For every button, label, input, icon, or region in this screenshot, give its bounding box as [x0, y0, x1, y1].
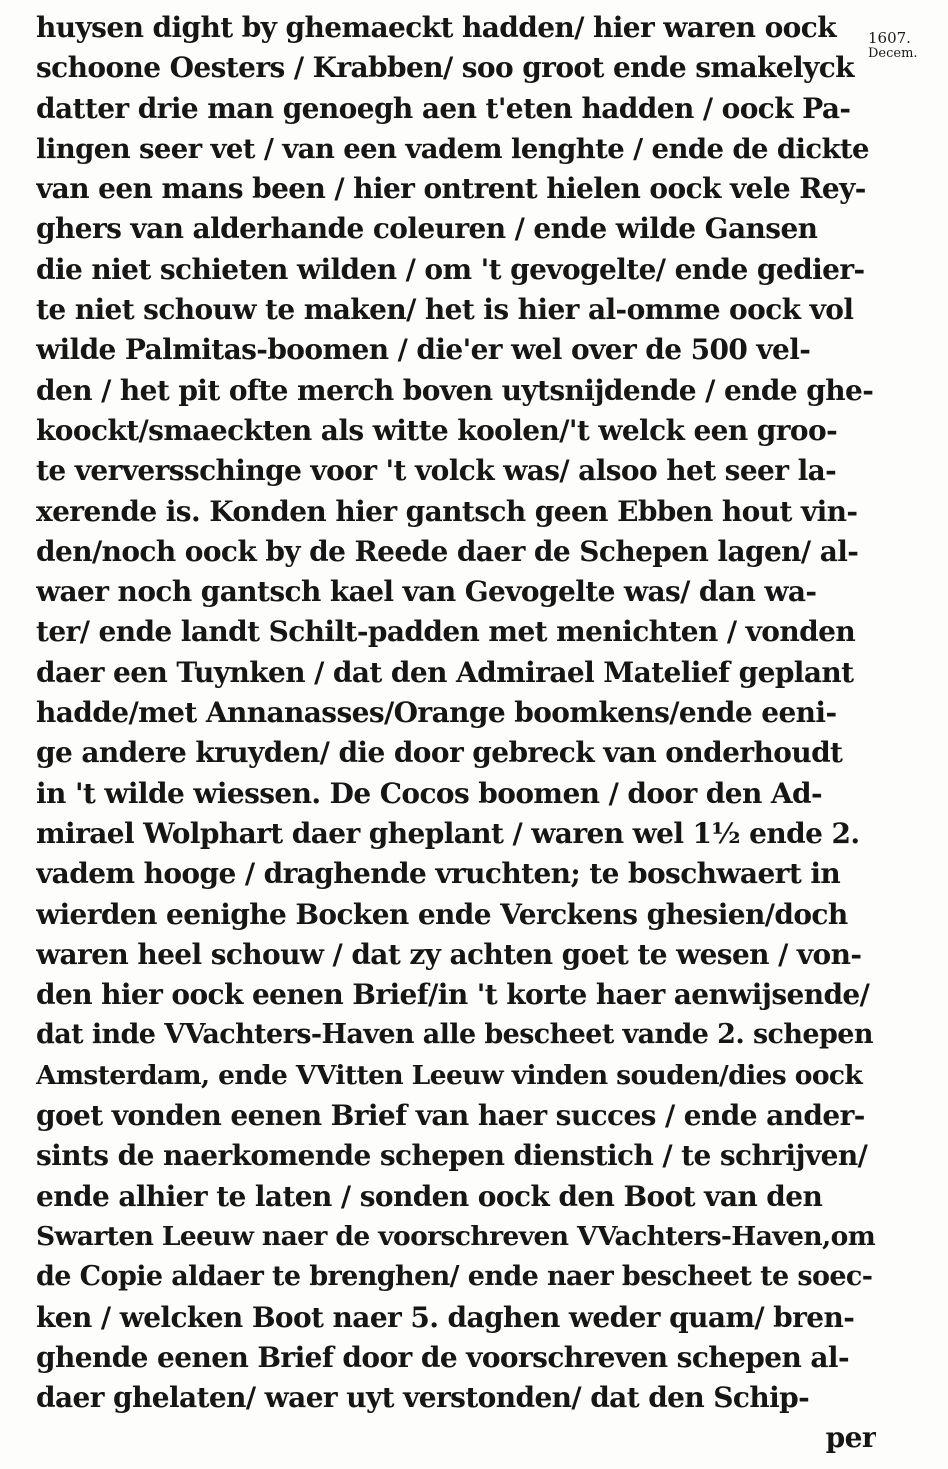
- text-line: Amsterdam, ende VVitten Leeuw vinden souden/dies oock: [36, 1059, 863, 1091]
- text-line: mirael Wolphart daer gheplant / waren wel 1½ ende 2.: [36, 816, 860, 850]
- text-line: te niet schouw te maken/ het is hier al-omme oock vol: [36, 293, 854, 327]
- body-text: [36, 8, 876, 1459]
- catchword: per: [825, 1421, 876, 1455]
- text-line: koockt/smaeckten als witte koolen/'t welck een groo-: [36, 413, 838, 447]
- text-line: sints de naerkomende schepen dienstich / te schrijven/: [36, 1139, 868, 1173]
- text-line: lingen seer vet / van een vadem lenghte / ende de dickte: [36, 132, 869, 165]
- text-line: den/noch oock by de Reede daer de Schepen lagen/ al-: [36, 534, 859, 568]
- text-line: van een mans been / hier ontrent hielen oock vele Rey-: [36, 172, 866, 206]
- text-line: datter drie man genoegh aen t'eten hadden / oock Pa-: [36, 91, 851, 125]
- text-line: Swarten Leeuw naer de voorschreven VVachters-Haven,om: [36, 1220, 876, 1252]
- text-line: te verversschinge voor 't volck was/ alsoo het seer la-: [36, 454, 837, 488]
- margin-note: [868, 30, 946, 61]
- text-line: ghende eenen Brief door de voorschreven schepen al-: [36, 1340, 849, 1374]
- text-line: xerende is. Konden hier gantsch geen Ebben hout vin-: [36, 494, 858, 528]
- text-line: de Copie aldaer te brenghen/ ende naer bescheet te soec-: [36, 1261, 873, 1293]
- text-line: goet vonden eenen Brief van haer succes / ende ander-: [36, 1099, 865, 1133]
- text-line: ter/ ende landt Schilt-padden met menichten / vonden: [36, 615, 856, 649]
- text-line: wierden eenighe Bocken ende Verckens ghesien/doch: [36, 897, 848, 931]
- text-line: ge andere kruyden/ die door gebreck van onderhoudt: [36, 736, 843, 770]
- text-line: daer ghelaten/ waer uyt verstonden/ dat den Schip-: [36, 1381, 810, 1415]
- text-line: huysen dight by ghemaeckt hadden/ hier waren oock: [36, 11, 836, 44]
- text-line: ghers van alderhande coleuren / ende wilde Gansen: [36, 212, 818, 246]
- text-line: die niet schieten wilden / om 't gevogelte/ ende gedier-: [36, 252, 865, 286]
- text-line: ken / welcken Boot naer 5. daghen weder quam/ bren-: [36, 1300, 855, 1334]
- text-line: den / het pit ofte merch boven uytsnijdende / ende ghe-: [36, 373, 874, 407]
- text-line: wilde Palmitas-boomen / die'er wel over de 500 vel-: [36, 333, 811, 367]
- text-line: waer noch gantsch kael van Gevogelte was/ dan wa-: [36, 575, 817, 609]
- margin-month: Decem.: [868, 45, 918, 61]
- text-line: vadem hooge / draghende vruchten; te boschwaert in: [36, 857, 841, 891]
- text-line: in 't wilde wiessen. De Cocos boomen / door den Ad-: [36, 776, 823, 810]
- text-line: ende alhier te laten / sonden oock den Boot van den: [36, 1179, 823, 1213]
- text-line: den hier oock eenen Brief/in 't korte haer aenwijsende/: [36, 978, 870, 1012]
- text-line: hadde/met Annanasses/Orange boomkens/ende eeni-: [36, 696, 837, 730]
- text-line: schoone Oesters / Krabben/ soo groot ende smakelyck: [36, 51, 854, 85]
- text-line: waren heel schouw / dat zy achten goet te wesen / von-: [36, 937, 862, 971]
- margin-year: 1607.: [868, 29, 911, 47]
- text-line: dat inde VVachters-Haven alle bescheet vande 2. schepen: [36, 1019, 873, 1051]
- text-line: daer een Tuynken / dat den Admirael Matelief geplant: [36, 655, 854, 689]
